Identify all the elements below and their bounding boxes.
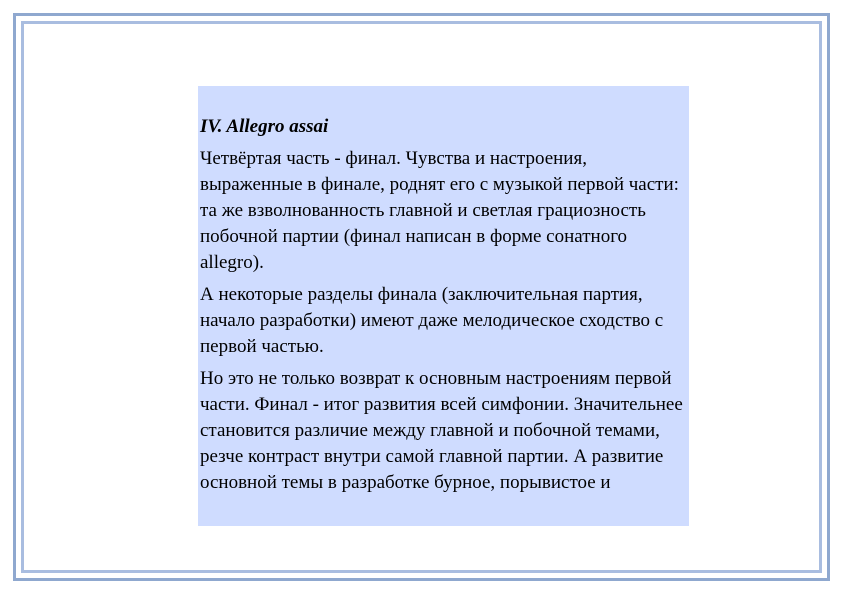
paragraph-1: Четвёртая часть - финал. Чувства и настроения, выраженные в финале, роднят его с музыкой первой части: та же взволнованность главной и светлая грациозность побочной партии (финал написан в форме сонатного allegro).: [200, 148, 679, 273]
section-heading: IV. Allegro assai: [200, 116, 329, 137]
paragraph-2: А некоторые разделы финала (заключительная партия, начало разработки) имеют даже мелодическое сходство с первой частью.: [200, 284, 664, 357]
text-box: [198, 86, 689, 526]
paragraph-3: Но это не только возврат к основным настроениям первой части. Финал - итог развития всей симфонии. Значительнее становится различие между главной и побочной темами, резче контраст внутри самой главной партии. А развитие основной темы в разработке бурное, порывистое и: [200, 368, 683, 493]
